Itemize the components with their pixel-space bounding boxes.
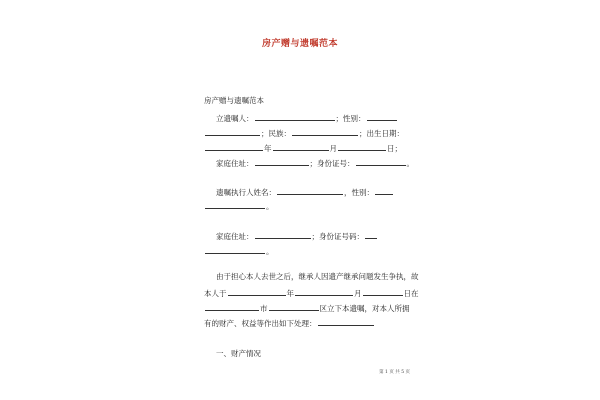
- district-blank[interactable]: [269, 302, 319, 311]
- will-month-blank[interactable]: [295, 287, 353, 296]
- address-blank[interactable]: [255, 157, 309, 166]
- year-blank[interactable]: [205, 142, 263, 151]
- name-blank[interactable]: [205, 127, 260, 136]
- paragraph-line-4: 有的财产、权益等作出如下处理：: [204, 317, 375, 329]
- address-line-2: 家庭住址： ；身份证号码：: [216, 230, 378, 242]
- day-blank[interactable]: [338, 142, 386, 151]
- month-blank[interactable]: [273, 142, 329, 151]
- executor-address-blank[interactable]: [255, 230, 311, 239]
- executor-line-2: 。: [204, 200, 274, 212]
- page-number: 第 1 页 共 5 页: [379, 370, 410, 375]
- address-line-2b: 。: [204, 245, 274, 257]
- paragraph-line-2: 本人于 年 月 日在: [204, 289, 419, 298]
- date-line: 年 月 日；: [204, 142, 402, 154]
- executor-id-blank-2[interactable]: [205, 245, 265, 254]
- executor-id-blank[interactable]: [365, 230, 377, 239]
- id-blank[interactable]: [356, 157, 406, 166]
- section-heading: 一、财产情况: [216, 349, 261, 358]
- executor-name-blank[interactable]: [277, 186, 343, 195]
- page-title: 房产赠与遗嘱范本: [261, 39, 338, 49]
- gender-blank[interactable]: [367, 112, 397, 121]
- city-blank[interactable]: [205, 302, 259, 311]
- executor-line: 遗嘱执行人姓名： ，性别：: [216, 186, 394, 198]
- address-line: 家庭住址： ；身份证号： 。: [216, 159, 414, 168]
- testator-line: 立遗嘱人： ；性别：: [216, 112, 398, 124]
- paragraph-line-3: 市 区立下本遗嘱，对本人所拥: [204, 302, 410, 314]
- disposal-blank[interactable]: [318, 317, 374, 326]
- testator-blank[interactable]: [255, 112, 335, 121]
- paragraph-line-1: 由于担心本人去世之后，继承人因遗产继承问题发生争执，故: [216, 272, 419, 281]
- subtitle: 房产赠与遗嘱范本: [204, 96, 264, 105]
- executor-gender-blank[interactable]: [375, 186, 393, 195]
- executor-extra-blank[interactable]: [205, 200, 265, 209]
- ethnicity-line: ；民族： ；出生日期：: [204, 127, 404, 139]
- ethnicity-blank[interactable]: [292, 127, 358, 136]
- will-year-blank[interactable]: [228, 287, 286, 296]
- will-day-blank[interactable]: [363, 287, 403, 296]
